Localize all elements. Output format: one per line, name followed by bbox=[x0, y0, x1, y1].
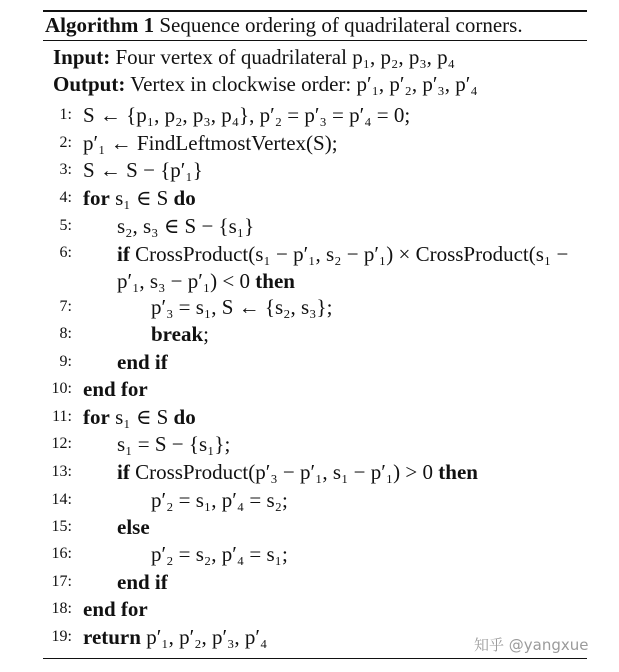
algorithm-line: s₂, s₃ ∈ S − {s₁} bbox=[117, 214, 255, 238]
algorithm-line: p′₁ ← FindLeftmostVertex(S); bbox=[83, 131, 338, 155]
algorithm-line: end if bbox=[117, 570, 168, 594]
algorithm-line: if CrossProduct(s₁ − p′₁, s₂ − p′₁) × CrossProduct(s₁ − p′₁, s₃ − p′₁) < 0 then bbox=[117, 242, 569, 293]
line-number: 17: bbox=[51, 573, 72, 590]
algorithm-line: break; bbox=[151, 322, 209, 346]
caption-rule bbox=[43, 40, 587, 41]
line-number: 2: bbox=[59, 134, 72, 151]
bottom-rule bbox=[43, 658, 587, 659]
algorithm-line: s₁ = S − {s₁}; bbox=[117, 432, 231, 456]
line-number: 1: bbox=[59, 106, 72, 123]
input-text: Four vertex of quadrilateral p₁, p₂, p₃, p₄ bbox=[115, 45, 455, 69]
algorithm-caption-text: Sequence ordering of quadrilateral corners. bbox=[159, 13, 523, 37]
line-number: 16: bbox=[51, 545, 72, 562]
line-number: 11: bbox=[52, 408, 72, 425]
line-number: 15: bbox=[51, 518, 72, 535]
algorithm-line: S ← {p₁, p₂, p₃, p₄}, p′₂ = p′₃ = p′₄ = 0; bbox=[83, 103, 411, 127]
line-number: 6: bbox=[59, 244, 72, 261]
algorithm-line: for s₁ ∈ S do bbox=[83, 405, 196, 429]
algorithm-line: end for bbox=[83, 597, 148, 621]
line-number: 8: bbox=[59, 325, 72, 342]
output-line bbox=[53, 72, 478, 96]
line-number: 19: bbox=[51, 628, 72, 645]
line-number: 18: bbox=[51, 600, 72, 617]
algorithm-line: for s₁ ∈ S do bbox=[83, 186, 196, 210]
line-number: 13: bbox=[51, 463, 72, 480]
line-number: 5: bbox=[59, 217, 72, 234]
algorithm-line: S ← S − {p′₁} bbox=[83, 158, 203, 182]
algorithm-line: end for bbox=[83, 377, 148, 401]
line-number: 4: bbox=[59, 189, 72, 206]
output-label: Output: bbox=[53, 72, 126, 96]
line-number: 12: bbox=[51, 435, 72, 452]
line-number: 14: bbox=[51, 491, 72, 508]
algorithm-line: if CrossProduct(p′₃ − p′₁, s₁ − p′₁) > 0 then bbox=[117, 460, 478, 484]
algorithm-line: else bbox=[117, 515, 150, 539]
algorithm-caption bbox=[45, 13, 523, 37]
top-rule bbox=[43, 10, 587, 12]
line-number: 10: bbox=[51, 380, 72, 397]
line-number: 3: bbox=[59, 161, 72, 178]
output-text: Vertex in clockwise order: p′₁, p′₂, p′₃, p′₄ bbox=[130, 72, 478, 96]
algorithm-label: Algorithm 1 bbox=[45, 13, 155, 37]
watermark: 知乎 @yangxue bbox=[474, 636, 589, 654]
algorithm-line: p′₃ = s₁, S ← {s₂, s₃}; bbox=[151, 295, 333, 319]
algorithm-line: end if bbox=[117, 350, 168, 374]
line-number: 9: bbox=[59, 353, 72, 370]
input-label: Input: bbox=[53, 45, 111, 69]
algorithm-line: p′₂ = s₂, p′₄ = s₁; bbox=[151, 542, 288, 566]
input-line bbox=[53, 45, 455, 69]
line-number: 7: bbox=[59, 298, 72, 315]
algorithm-line: return p′₁, p′₂, p′₃, p′₄ bbox=[83, 625, 268, 649]
algorithm-line: p′₂ = s₁, p′₄ = s₂; bbox=[151, 488, 288, 512]
